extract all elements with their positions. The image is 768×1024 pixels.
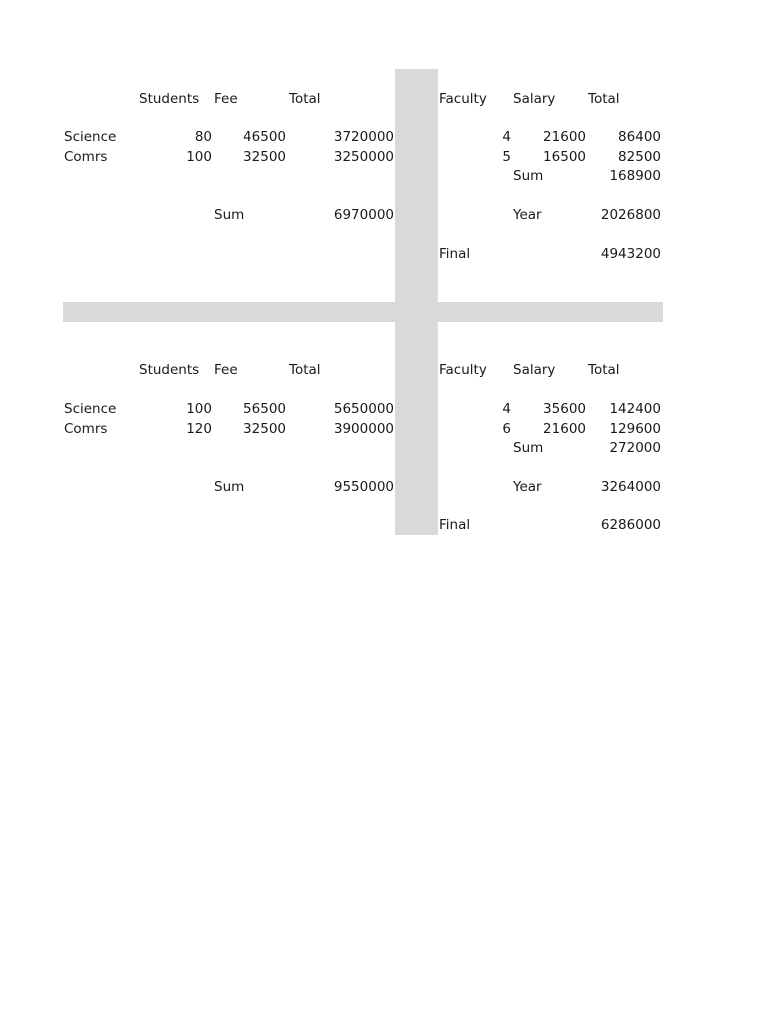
students-value: 100 <box>186 149 212 165</box>
students-value: 80 <box>194 129 212 145</box>
row-label: Comrs <box>64 149 108 165</box>
salary-value: 21600 <box>543 421 586 437</box>
sum-value: 272000 <box>609 440 661 456</box>
sum-value: 6970000 <box>333 207 394 223</box>
final-label: Final <box>439 246 471 262</box>
year-label: Year <box>513 479 542 495</box>
sum-label: Sum <box>214 479 245 495</box>
total-value: 129600 <box>609 421 661 437</box>
fee-value: 32500 <box>243 421 286 437</box>
header-salary: Salary <box>513 91 556 107</box>
final-label: Final <box>439 517 471 533</box>
sum-label: Sum <box>513 168 544 184</box>
salary-value: 16500 <box>543 149 586 165</box>
horizontal-divider-band <box>63 302 663 322</box>
header-faculty: Faculty <box>439 362 487 378</box>
sum-label: Sum <box>214 207 245 223</box>
row-label: Science <box>64 129 117 145</box>
header-students: Students <box>139 91 200 107</box>
total-value: 142400 <box>609 401 661 417</box>
fee-value: 46500 <box>243 129 286 145</box>
header-total: Total <box>289 91 321 107</box>
final-value: 6286000 <box>600 517 661 533</box>
total-value: 3720000 <box>333 129 394 145</box>
total-value: 82500 <box>618 149 661 165</box>
total-value: 86400 <box>618 129 661 145</box>
sum-value: 9550000 <box>333 479 394 495</box>
faculty-value: 5 <box>502 149 511 165</box>
fee-value: 56500 <box>243 401 286 417</box>
sum-value: 168900 <box>609 168 661 184</box>
students-value: 120 <box>186 421 212 437</box>
year-label: Year <box>513 207 542 223</box>
sum-label: Sum <box>513 440 544 456</box>
row-label: Science <box>64 401 117 417</box>
header-total: Total <box>289 362 321 378</box>
year-value: 2026800 <box>600 207 661 223</box>
header-total: Total <box>588 91 620 107</box>
header-fee: Fee <box>214 91 238 107</box>
year-value: 3264000 <box>600 479 661 495</box>
total-value: 5650000 <box>333 401 394 417</box>
row-label: Comrs <box>64 421 108 437</box>
header-total: Total <box>588 362 620 378</box>
students-value: 100 <box>186 401 212 417</box>
total-value: 3900000 <box>333 421 394 437</box>
header-students: Students <box>139 362 200 378</box>
faculty-value: 4 <box>502 401 511 417</box>
final-value: 4943200 <box>600 246 661 262</box>
faculty-value: 6 <box>502 421 511 437</box>
header-salary: Salary <box>513 362 556 378</box>
header-fee: Fee <box>214 362 238 378</box>
header-faculty: Faculty <box>439 91 487 107</box>
total-value: 3250000 <box>333 149 394 165</box>
fee-value: 32500 <box>243 149 286 165</box>
faculty-value: 4 <box>502 129 511 145</box>
salary-value: 35600 <box>543 401 586 417</box>
salary-value: 21600 <box>543 129 586 145</box>
